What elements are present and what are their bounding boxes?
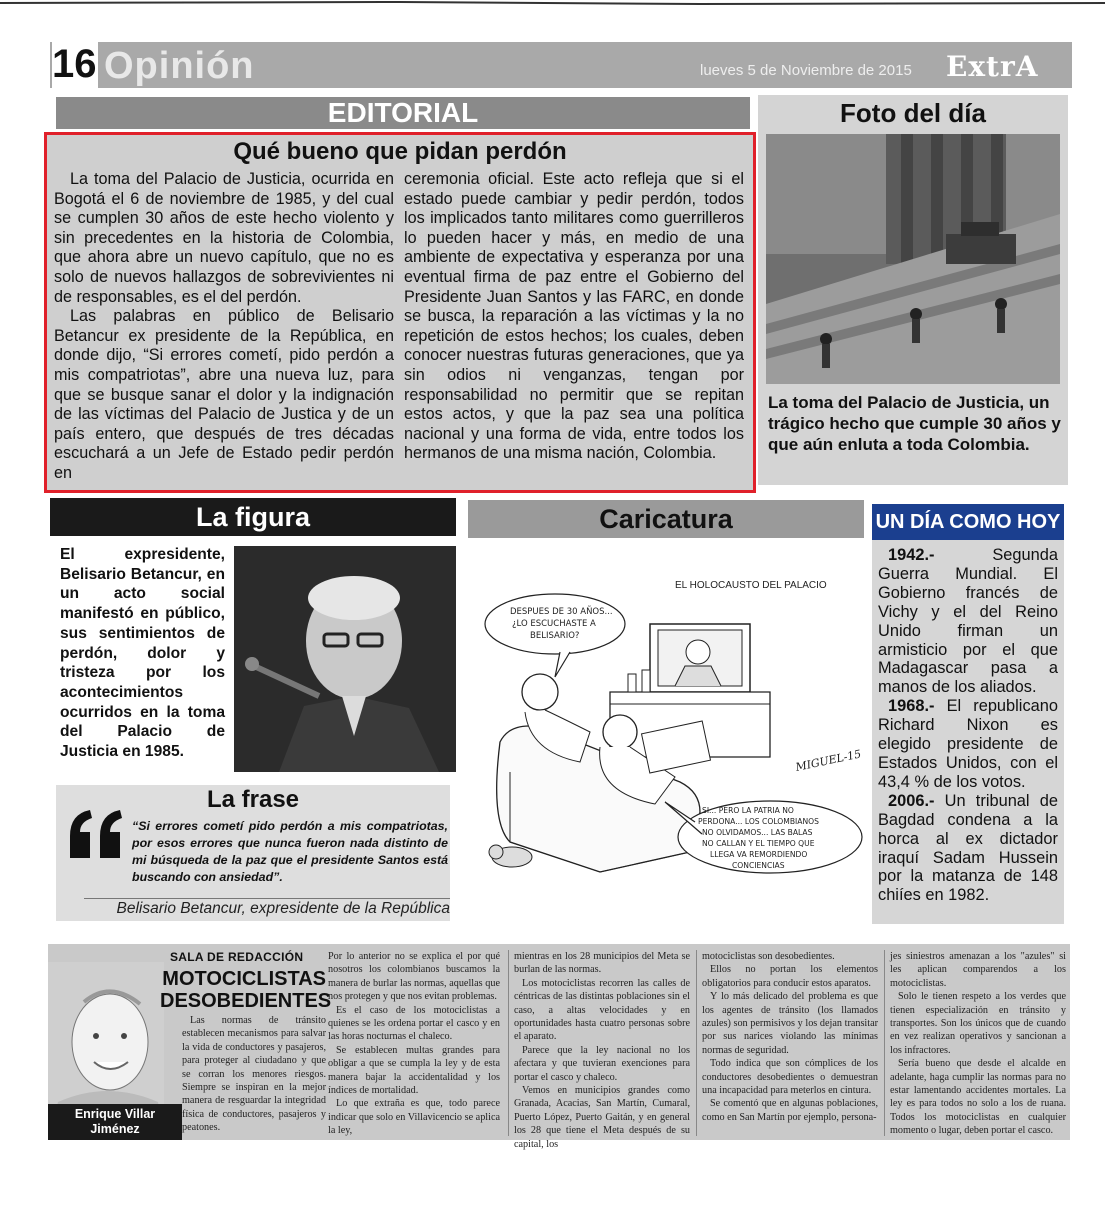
newspaper-logo: ExtrA bbox=[946, 50, 1039, 83]
bubble1-line: DESPUES DE 30 AÑOS... bbox=[510, 607, 613, 617]
history-year: 1968.- bbox=[888, 697, 935, 716]
author-name-line: Enrique Villar bbox=[74, 1107, 156, 1121]
column-text-1 bbox=[328, 950, 500, 1138]
column-paragraph: Vemos en municipios grandes como Granada, Acacias, San Martín, Cumaral, Puerto López, Puerto Gaitán, y en general los 28 que tiene el Meta después de su capital, los bbox=[514, 1085, 690, 1150]
history-text: Segunda Guerra Mundial. El Gobierno francés de Vichy y el del Reino Unido firman un armisticio por el que Madagascar pasa a manos de los aliados. bbox=[878, 546, 1058, 697]
column-text-3 bbox=[702, 950, 878, 1124]
column-paragraph: mientras en los 28 municipios del Meta se burlan de las normas. bbox=[514, 951, 690, 976]
column-paragraph: Todo indica que son cómplices de los conductores desobedientes o demuestran una incapacidad para meterlos en cintura. bbox=[702, 1058, 878, 1097]
author-name-line: Jiménez bbox=[90, 1122, 140, 1136]
column-paragraph: Por lo anterior no se explica el por qué nosotros los colombianos buscamos la manera de burlar las normas, aquellas que nos protegen y que nos evitan problemas. bbox=[328, 951, 500, 1003]
un-dia-como-hoy-title: UN DÍA COMO HOY bbox=[875, 511, 1061, 533]
la-figura-title: La figura bbox=[195, 502, 310, 532]
column-text-4 bbox=[890, 950, 1066, 1138]
bubble2-line: LLEGA VA REMORDIENDO bbox=[710, 850, 808, 859]
photo-of-day-title: Foto del día bbox=[840, 98, 986, 128]
column-title-line: DESOBEDIENTES bbox=[160, 990, 332, 1012]
bubble2-line: SI... PERO LA PATRIA NO bbox=[702, 806, 794, 815]
bubble1-line: BELISARIO? bbox=[530, 631, 580, 641]
page-number: 16 bbox=[52, 42, 97, 86]
column-paragraph: Ellos no portan los elementos obligatorios para conducir estos aparatos. bbox=[702, 964, 878, 989]
column-text-0 bbox=[182, 1014, 326, 1135]
palace-of-justice-photo bbox=[766, 134, 1060, 384]
scan-edge-mark bbox=[0, 0, 1105, 6]
cartoon-heading: EL HOLOCAUSTO DEL PALACIO bbox=[675, 580, 827, 591]
photo-of-day-caption: La toma del Palacio de Justicia, un trágico hecho que cumple 30 años y que aún enluta a toda Colombia. bbox=[768, 393, 1061, 454]
column-paragraph: motociclistas son desobedientes. bbox=[702, 951, 835, 962]
author-name bbox=[48, 1107, 182, 1137]
column-paragraph: jes siniestros amenazan a los "azules" si les aplican comparendos a los motociclistas. bbox=[890, 951, 1066, 989]
bubble2-line: PERDONA... LOS COLOMBIANOS bbox=[698, 817, 819, 826]
issue-date: lueves 5 de Noviembre de 2015 bbox=[700, 62, 912, 79]
la-frase-title: La frase bbox=[206, 786, 300, 813]
divider bbox=[84, 898, 450, 899]
column-text-2 bbox=[514, 950, 690, 1151]
caricatura-title: Caricatura bbox=[599, 504, 733, 534]
un-dia-como-hoy-list bbox=[878, 546, 1058, 905]
editorial-label: EDITORIAL bbox=[327, 97, 479, 128]
column-paragraph: Se comentó que en algunas poblaciones, como en San Martín por ejemplo, persona- bbox=[702, 1098, 878, 1123]
column-divider bbox=[696, 950, 697, 1136]
betancur-photo bbox=[234, 546, 456, 772]
history-text: El republicano Richard Nixon es elegido presidente de Estados Unidos, con el 43,4 % de los votos. bbox=[878, 697, 1058, 791]
column-paragraph: Sería bueno que desde el alcalde en adelante, haga cumplir las normas para no estar lamentando accidentes mortales. La ley es para todos no solo a los de ruana. Todos los motociclistas en cualquier momento o lugar, deben portar el casco. bbox=[890, 1058, 1066, 1137]
history-entry bbox=[878, 697, 1058, 792]
bubble1-line: ¿LO ESCUCHASTE A bbox=[512, 619, 596, 629]
column-paragraph: Los motociclistas recorren las calles de céntricas de las distintas poblaciones sin el caso, a altas velocidades y en oportunidades hasta cuatro personas sobre el aparato. bbox=[514, 977, 690, 1043]
history-entry bbox=[878, 546, 1058, 697]
column-paragraph: Se establecen multas grandes para obligar a que se cumpla la ley y de esta manera bajar la accidentalidad y los índices de mortalidad. bbox=[328, 1044, 500, 1097]
editorial-paragraph: ceremonia oficial. Este acto refleja que si el estado puede cambiar y pedir perdón, todos los implicados tanto militares como guerrilleros lo pueden hacer y más, en medio de una ambiente de expectativa y esperanza por una eventual firma de paz entre el Gobierno del Presidente Juan Santos y las FARC, en donde se busca, la reparación a las víctimas y la no repetición de estos hechos; los cuales, deben conocer nuestras futuras generaciones, que ya sin odios ni venganzas, tengan por responsabilidad no permitir que se repitan estos actos, y que la paz sea una política nacional y una forma de vida, entre todos los hermanos de una misma nación, Colombia. bbox=[404, 170, 744, 463]
editorial-column-2 bbox=[404, 170, 744, 464]
section-title: Opinión bbox=[104, 45, 255, 87]
history-text: Un tribunal de Bagdad condena a la horca al ex dictador iraquí Sadam Hussein por la matanza de 148 chiíes en 1982. bbox=[878, 791, 1058, 905]
column-paragraph: Parece que la ley nacional no los afectara y que tuvieran exenciones para portar el casco y chaleco. bbox=[514, 1044, 690, 1083]
column-paragraph: Es el caso de los motociclistas a quienes se les ordena portar el casco y en las horas nocturnas el chaleco. bbox=[328, 1004, 500, 1043]
column-title-line: MOTOCICLISTAS bbox=[162, 968, 326, 990]
column-paragraph: Y lo más delicado del problema es que los agentes de tránsito (los llamados azules) son permisivos y los dejan transitar por sus narices violando las mínimas normas de seguridad. bbox=[702, 991, 878, 1056]
editorial-column-1 bbox=[54, 170, 394, 484]
cartoon-illustration bbox=[470, 542, 864, 922]
la-frase-author: Belisario Betancur, expresidente de la República bbox=[116, 900, 450, 917]
editorial-paragraph: Las palabras en público de Belisario Betancur ex presidente de la República, en donde dijo, “Si errores cometí, pido perdón a mis compatriotas”, abre una nueva luz, para que se busque sanar el dolor y la indignación de las víctimas del Palacio de Justica y de un país entero, que después de tres décadas escuchará a un Jefe de Estado pedir perdón en bbox=[54, 307, 394, 482]
column-divider bbox=[884, 950, 885, 1136]
history-year: 2006.- bbox=[888, 791, 935, 810]
column-divider bbox=[508, 950, 509, 1136]
la-frase-quote bbox=[72, 818, 448, 886]
history-entry bbox=[878, 792, 1058, 905]
column-paragraph: Lo que extraña es que, todo parece indicar que solo en Villavicencio se aplica la ley, bbox=[328, 1098, 500, 1137]
quote-text: “Si errores cometí pido perdón a mis compatriotas, por esos errores que nunca fueron nada distinto de mi búsqueda de la paz que el presidente Santos está buscando con ansiedad”. bbox=[132, 819, 448, 884]
column-paragraph: Las normas de tránsito establecen mecanismos para salvar la vida de conductores y pasajeros, para proteger al ciudadano y que se corran los menores riesgos. Siempre se inspiran en la mejor manera de resguardar la integridad física de conductores, pasajeros y peatones. bbox=[182, 1015, 326, 1134]
bubble2-line: NO CALLAN Y EL TIEMPO QUE bbox=[702, 839, 815, 848]
editorial-paragraph: La toma del Palacio de Justicia, ocurrida en Bogotá el 6 de noviembre de 1985, y del cual se cumplen 30 años de este hecho violento y sin precedentes en la historia de Colombia, que ahora abre un nuevo capítulo, que no es solo de nuevos hallazgos de sobrevivientes ni de responsables, es el del perdón. bbox=[54, 170, 394, 306]
la-figura-text: El expresidente, Belisario Betancur, en un acto social manifestó en público, sus sentimientos de perdón, dolor y tristeza por los acontecimientos ocurridos en la toma del Palacio de Justicia en 1985. bbox=[60, 546, 225, 761]
bubble2-line: CONCIENCIAS bbox=[732, 861, 785, 870]
cartoonist-signature: MIGUEL-15 bbox=[794, 747, 863, 774]
column-kicker: SALA DE REDACCIÓN bbox=[170, 950, 304, 964]
bubble2-line: NO OLVIDAMOS... LAS BALAS bbox=[702, 828, 813, 837]
history-year: 1942.- bbox=[888, 546, 935, 564]
column-paragraph: Solo le tienen respeto a los verdes que tienen especialización en tránsito y transportes. Son los únicos que de cuando en vez realizan operativos y sancionan a los infractores. bbox=[890, 991, 1066, 1056]
editorial-title: Qué bueno que pidan perdón bbox=[233, 138, 567, 165]
column-title bbox=[160, 968, 332, 1012]
